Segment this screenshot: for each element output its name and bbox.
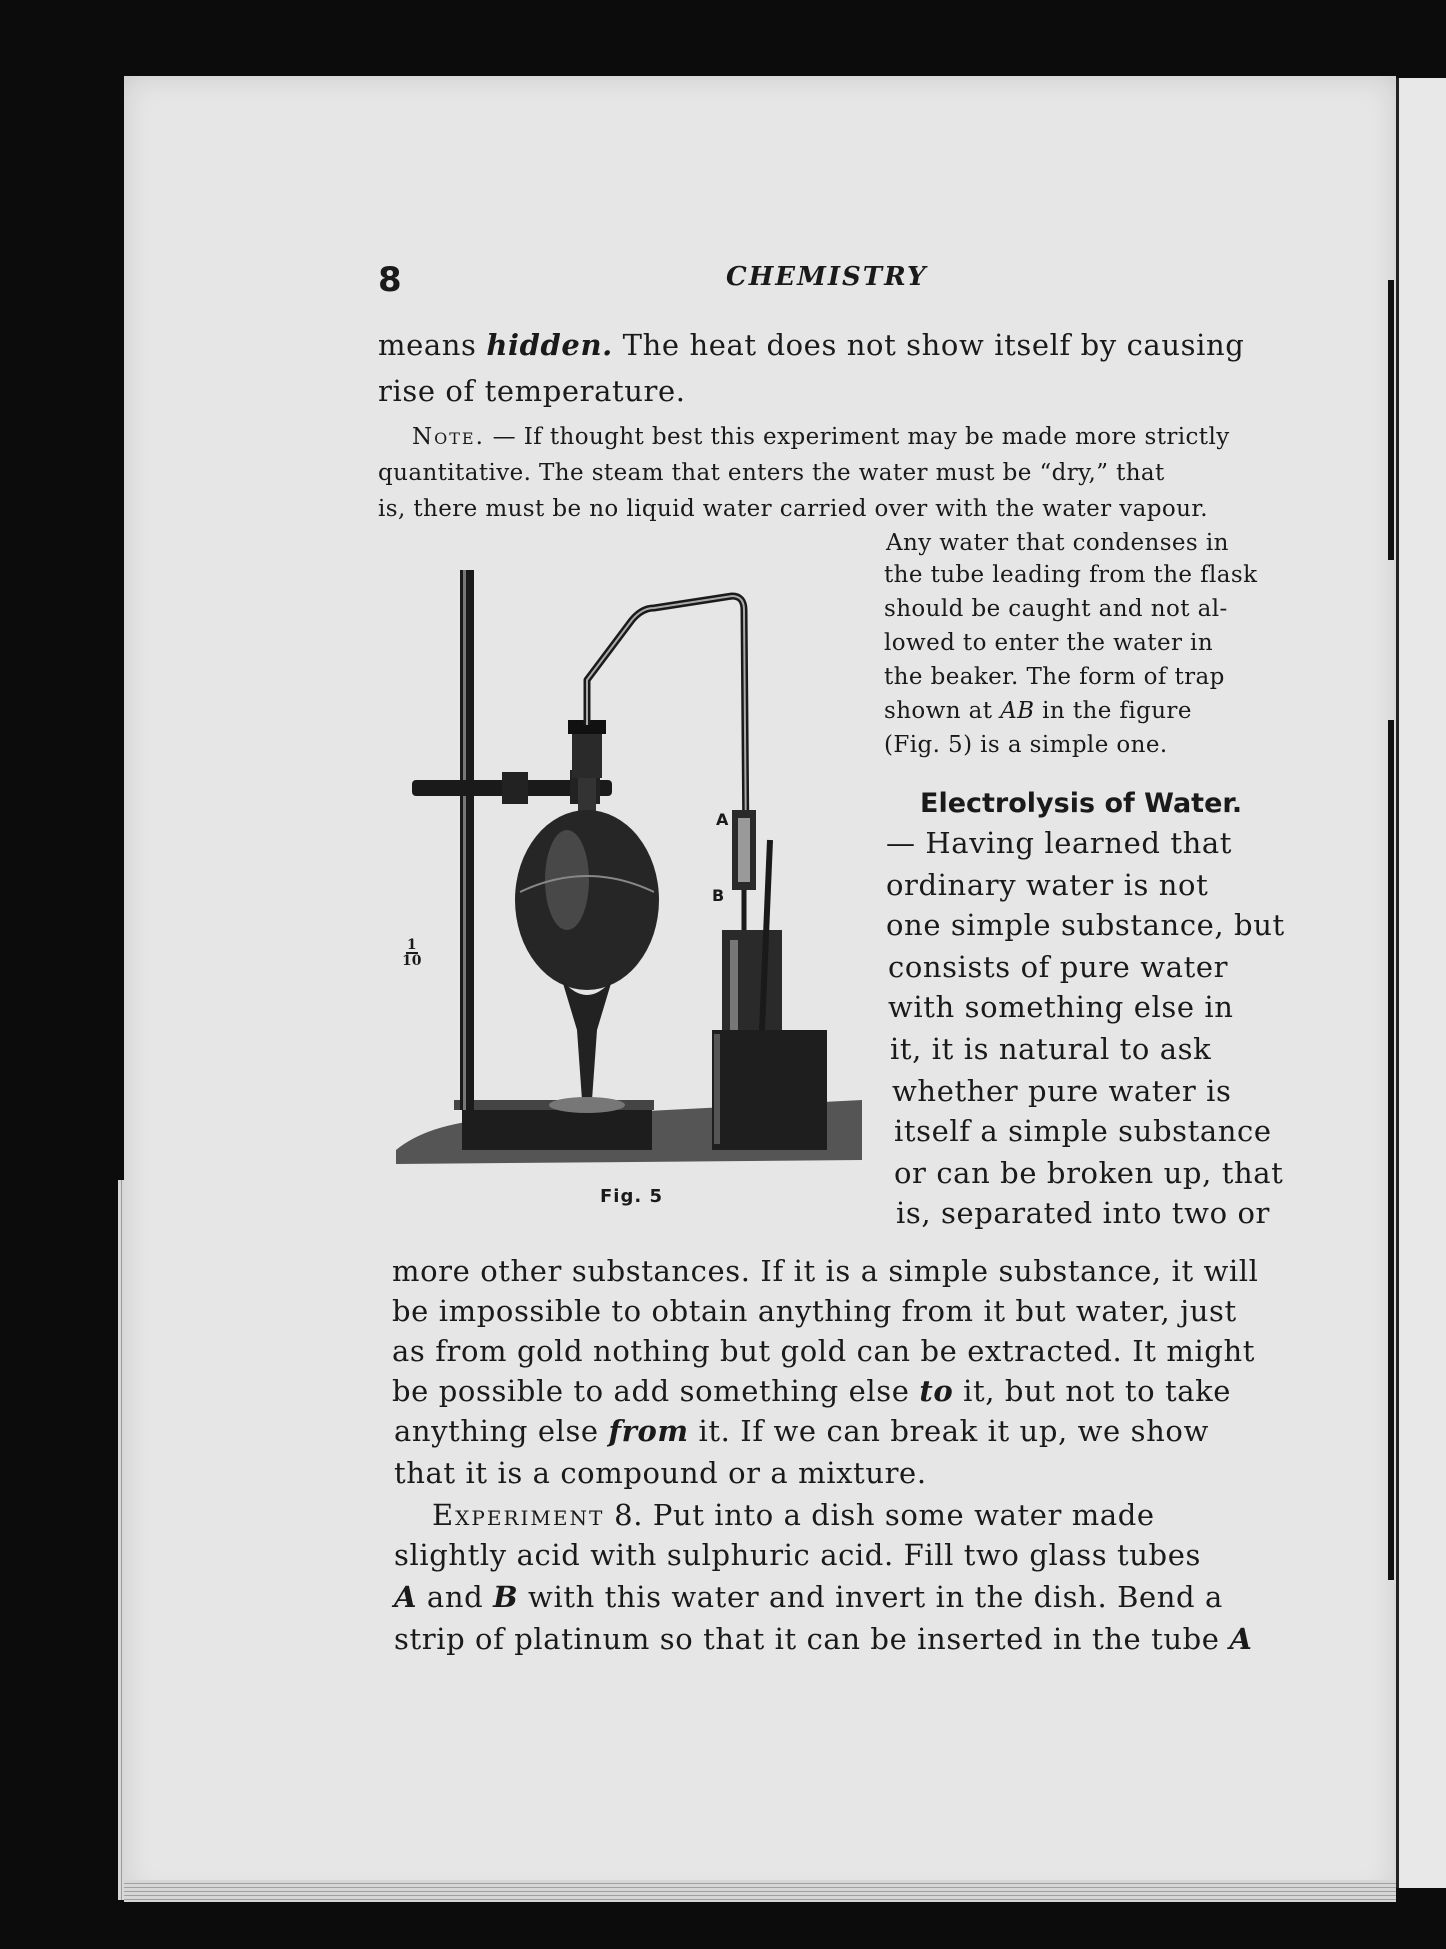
running-title: CHEMISTRY	[726, 262, 928, 292]
figure-label-b: B	[712, 886, 725, 905]
text-line: is, separated into two or	[896, 1196, 1271, 1230]
apparatus-illustration	[392, 560, 862, 1180]
text-line: — Having learned that	[886, 826, 1233, 860]
note-line: should be caught and not al-	[884, 596, 1228, 622]
facing-page-mark	[1388, 280, 1394, 560]
scale-numerator: 1	[406, 937, 417, 953]
text-line: itself a simple substance	[894, 1114, 1272, 1148]
text-line: be impossible to obtain anything from it but water, just	[392, 1294, 1237, 1328]
text-line: that it is a compound or a mixture.	[394, 1456, 927, 1490]
note-line: Note. — If thought best this experiment may be made more strictly	[412, 424, 1230, 450]
scale-fraction	[402, 938, 421, 968]
note-line: Any water that condenses in	[886, 530, 1229, 556]
text-line: be possible to add something else to it, but not to take	[392, 1374, 1232, 1408]
section-heading: Electrolysis of Water.	[920, 788, 1243, 819]
note-line: lowed to enter the water in	[884, 630, 1214, 656]
text-line: anything else from it. If we can break it up, we show	[394, 1414, 1209, 1448]
note-line: is, there must be no liquid water carried over with the water vapour.	[378, 496, 1208, 522]
facing-page-mark	[1388, 720, 1394, 1580]
text-line: Experiment 8. Put into a dish some water made	[432, 1498, 1155, 1532]
text-line: slightly acid with sulphuric acid. Fill two glass tubes	[394, 1538, 1201, 1572]
text-line: A and B with this water and invert in the dish. Bend a	[394, 1580, 1223, 1614]
note-line: the beaker. The form of trap	[884, 664, 1225, 690]
page-bottom-edge	[124, 1880, 1396, 1902]
text-line: consists of pure water	[888, 950, 1229, 984]
page-number: 8	[378, 260, 402, 300]
text-line: as from gold nothing but gold can be extracted. It might	[392, 1334, 1255, 1368]
text-line: rise of temperature.	[378, 374, 686, 408]
text-line: one simple substance, but	[886, 908, 1285, 942]
text-line: whether pure water is	[892, 1074, 1232, 1108]
text-line: ordinary water is not	[886, 868, 1209, 902]
text-line: means hidden. The heat does not show itself by causing	[378, 328, 1245, 362]
text-line: strip of platinum so that it can be inserted in the tube A	[394, 1622, 1253, 1656]
note-line: shown at AB in the figure	[884, 698, 1192, 724]
facing-page-edge	[1396, 78, 1446, 1888]
text-line: it, it is natural to ask	[890, 1032, 1212, 1066]
note-line: the tube leading from the flask	[884, 562, 1258, 588]
figure-caption: Fig. 5	[600, 1186, 663, 1207]
text-line: more other substances. If it is a simple substance, it will	[392, 1254, 1259, 1288]
note-line: (Fig. 5) is a simple one.	[884, 732, 1168, 758]
figure-label-a: A	[716, 810, 729, 829]
scale-denominator: 10	[402, 953, 422, 969]
note-line: quantitative. The steam that enters the water must be “dry,” that	[378, 460, 1165, 486]
text-line: with something else in	[888, 990, 1234, 1024]
text-line: or can be broken up, that	[894, 1156, 1284, 1190]
